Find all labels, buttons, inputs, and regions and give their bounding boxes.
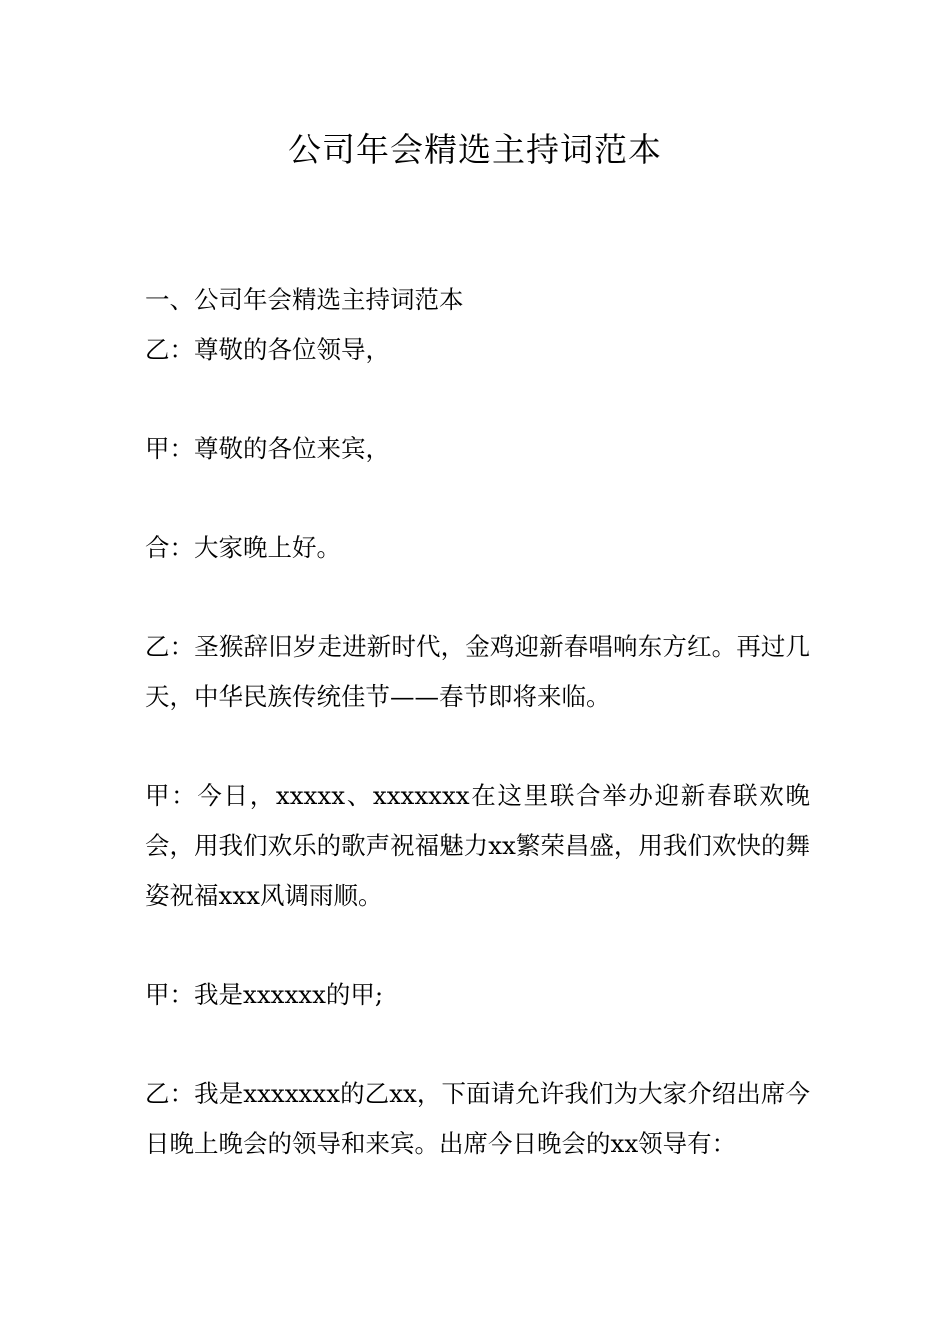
- paragraph-6: 甲：我是xxxxxx的甲;: [145, 980, 384, 1009]
- section-heading: 一、公司年会精选主持词范本: [145, 285, 464, 314]
- paragraph-1: 乙：尊敬的各位领导，: [145, 335, 390, 364]
- document-title: 公司年会精选主持词范本: [288, 130, 662, 169]
- paragraph-4: 乙：圣猴辞旧岁走进新时代，金鸡迎新春唱响东方红。再过几天，中华民族传统佳节——春节即将来临。: [145, 632, 810, 711]
- paragraph-2: 甲：尊敬的各位来宾，: [145, 434, 390, 463]
- paragraph-5: 甲：今日，xxxxx、xxxxxxx在这里联合举办迎新春联欢晚会，用我们欢乐的歌声祝福魅力xx繁荣昌盛，用我们欢快的舞姿祝福xxx风调雨顺。: [145, 781, 810, 910]
- paragraph-3: 合：大家晚上好。: [145, 533, 341, 562]
- paragraph-7: 乙：我是xxxxxxx的乙xx，下面请允许我们为大家介绍出席今日晚上晚会的领导和来宾。出席今日晚会的xx领导有：: [145, 1079, 810, 1158]
